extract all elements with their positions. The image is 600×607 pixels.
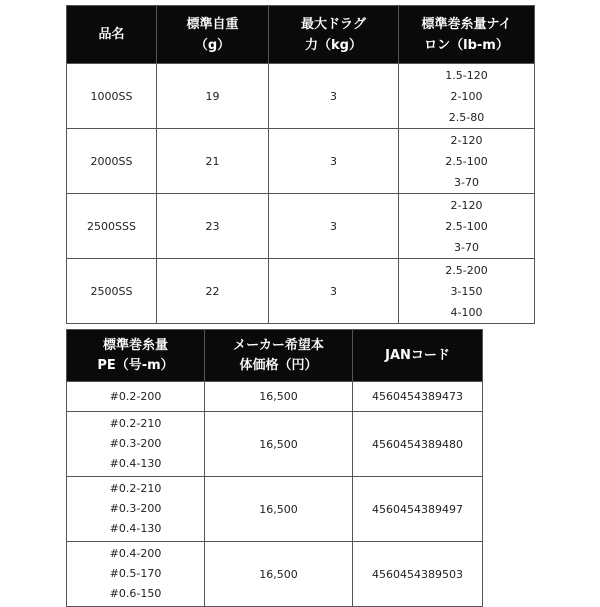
product-name-cell: 2000SS <box>67 129 157 194</box>
pe-line: #0.5-170 <box>109 567 162 580</box>
jan-cell: 4560454389480 <box>353 412 483 477</box>
nylon-line: 2.5-200 <box>445 263 488 277</box>
drag-cell: 3 <box>269 194 399 259</box>
pe-line: #0.6-150 <box>109 587 162 600</box>
nylon-line: 2-100 <box>450 89 483 103</box>
line-capacity-table <box>66 329 483 607</box>
nylon-line: 3-70 <box>454 240 479 254</box>
pe-cell <box>67 477 205 542</box>
nylon-cell <box>399 194 535 259</box>
drag-cell: 3 <box>269 259 399 324</box>
nylon-cell <box>399 129 535 194</box>
header-max-drag: 最大ドラグ 力（kg） <box>269 6 399 64</box>
product-name-cell: 2500SS <box>67 259 157 324</box>
weight-cell: 22 <box>157 259 269 324</box>
pe-line: #0.3-200 <box>109 437 162 450</box>
table-row <box>67 412 483 477</box>
header-weight: 標準自重 （g） <box>157 6 269 64</box>
pe-cell <box>67 382 205 412</box>
header-product-name: 品名 <box>67 6 157 64</box>
jan-cell: 4560454389503 <box>353 542 483 607</box>
table-row <box>67 194 535 259</box>
pe-cell <box>67 412 205 477</box>
header-pe-capacity: 標準巻糸量 PE（号-m） <box>67 330 205 382</box>
product-name-cell: 1000SS <box>67 64 157 129</box>
price-cell: 16,500 <box>205 477 353 542</box>
nylon-line: 1.5-120 <box>445 68 488 82</box>
spec-table <box>66 5 535 324</box>
pe-line: #0.4-130 <box>109 457 162 470</box>
pe-line: #0.2-200 <box>109 389 162 403</box>
nylon-line: 2.5-80 <box>448 110 485 124</box>
price-cell: 16,500 <box>205 412 353 477</box>
nylon-line: 3-70 <box>454 175 479 189</box>
drag-cell: 3 <box>269 129 399 194</box>
header-price: メーカー希望本 体価格（円） <box>205 330 353 382</box>
pe-line: #0.4-130 <box>109 522 162 535</box>
nylon-cell <box>399 64 535 129</box>
weight-cell: 21 <box>157 129 269 194</box>
table-row <box>67 259 535 324</box>
drag-cell: 3 <box>269 64 399 129</box>
nylon-cell <box>399 259 535 324</box>
table-row <box>67 477 483 542</box>
table-row <box>67 129 535 194</box>
nylon-line: 2.5-100 <box>445 154 488 168</box>
price-cell: 16,500 <box>205 542 353 607</box>
table-row <box>67 542 483 607</box>
product-name-cell: 2500SSS <box>67 194 157 259</box>
weight-cell: 19 <box>157 64 269 129</box>
pe-cell <box>67 542 205 607</box>
pe-line: #0.2-210 <box>109 482 162 495</box>
spec-header-row <box>67 6 535 64</box>
nylon-line: 2.5-100 <box>445 219 488 233</box>
pe-line: #0.4-200 <box>109 547 162 560</box>
table-row <box>67 64 535 129</box>
nylon-line: 4-100 <box>450 305 483 319</box>
price-cell: 16,500 <box>205 382 353 412</box>
weight-cell: 23 <box>157 194 269 259</box>
jan-cell: 4560454389473 <box>353 382 483 412</box>
pe-line: #0.3-200 <box>109 502 162 515</box>
header-jan-code: JANコード <box>353 330 483 382</box>
nylon-line: 2-120 <box>450 198 483 212</box>
nylon-line: 2-120 <box>450 133 483 147</box>
jan-cell: 4560454389497 <box>353 477 483 542</box>
pe-line: #0.2-210 <box>109 417 162 430</box>
header-nylon-capacity: 標準巻糸量ナイ ロン（lb-m） <box>399 6 535 64</box>
nylon-line: 3-150 <box>450 284 483 298</box>
table-row <box>67 382 483 412</box>
line-header-row <box>67 330 483 382</box>
